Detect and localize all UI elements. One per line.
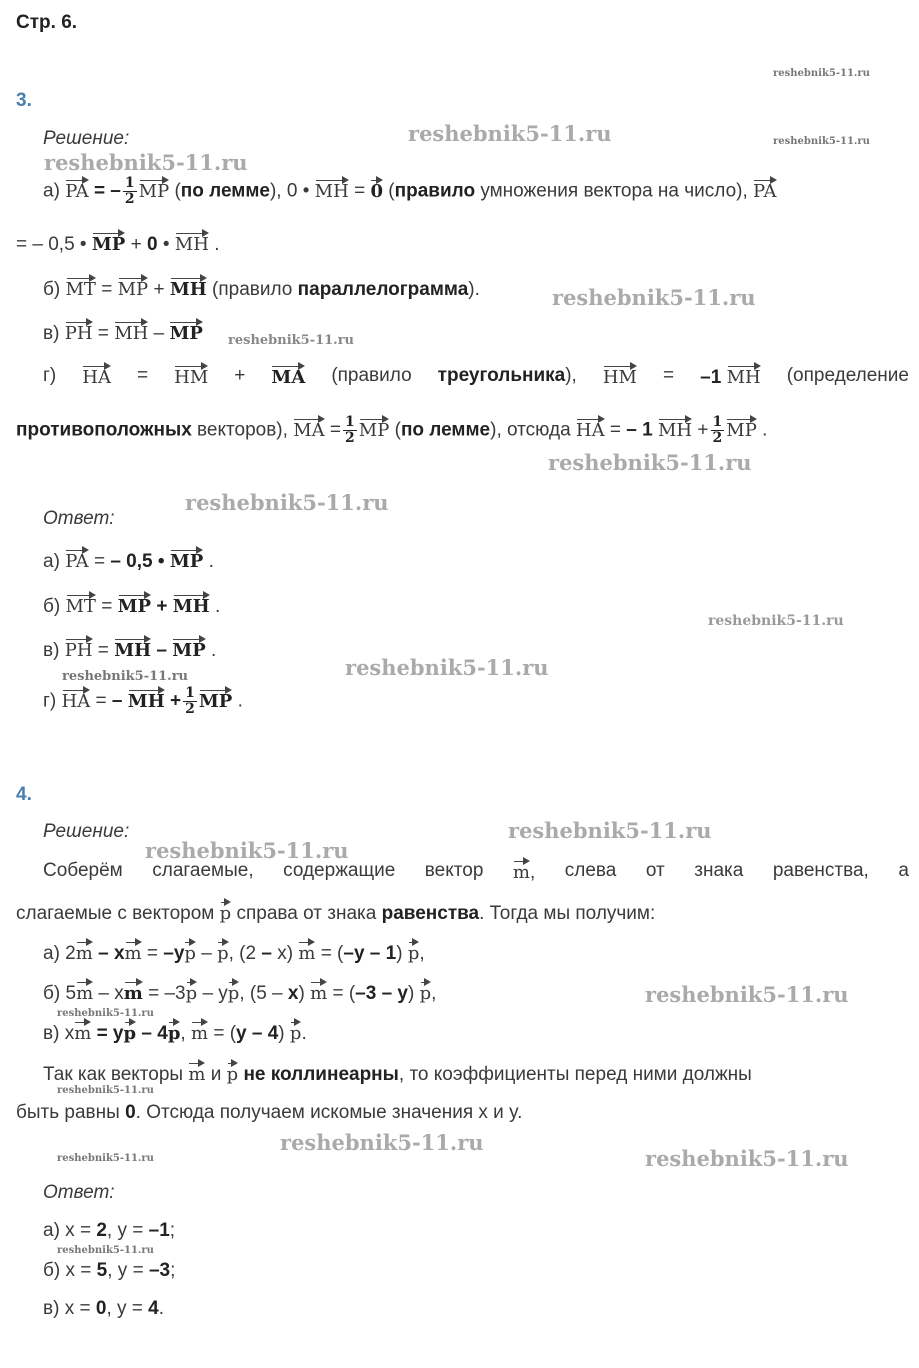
watermark: reshebnik5-11.ru xyxy=(57,1153,154,1164)
solution-line-a: а) PA = – $\frac{1}{2}$ MP (по лемме), 0 • MH = 0 (правило умножения вектора на число), PA xyxy=(43,175,777,207)
watermark: reshebnik5-11.ru xyxy=(57,1245,154,1256)
watermark: reshebnik5-11.ru xyxy=(552,285,756,310)
zero-vector: 0 xyxy=(370,180,383,202)
answer-label: Ответ: xyxy=(43,508,115,529)
fraction: $\frac{1}{2}$ xyxy=(185,685,195,717)
solution-line-a2: = – 0,5 • MP + 0 • MH . xyxy=(16,234,220,255)
watermark: reshebnik5-11.ru xyxy=(645,982,849,1007)
solution-line-b: б) MT = MP + MH (правило параллелограмма). xyxy=(43,279,480,300)
vector-pa: PA xyxy=(65,180,89,202)
answer-label: Ответ: xyxy=(43,1182,115,1203)
equation-b: б) 5m – xm = –3p – yp, (5 – x) m = (–3 – y) p, xyxy=(43,983,437,1004)
fraction: $\frac{1}{2}$ xyxy=(124,175,135,207)
answer-b: б) MT = MP + MH . xyxy=(43,596,221,617)
paragraph-2: слагаемые с вектором p справа от знака равенства. Тогда мы получим: xyxy=(16,903,656,924)
watermark: reshebnik5-11.ru xyxy=(645,1146,849,1171)
answer-item: б) x = 5, y = –3; xyxy=(43,1260,176,1281)
solution-line-g2: противоположных векторов), MA = $\frac{1}{2}$ MP (по лемме), отсюда HA = – 1 MH + $\frac{1}{2}$ MP . xyxy=(16,414,768,446)
vector-mp: MP xyxy=(91,234,126,255)
page-header: Стр. 6. xyxy=(16,12,78,33)
solution-line-g: г) HA = HM + MA (правило треугольника), HM = –1 MH (определение xyxy=(43,365,909,388)
paragraph-4: быть равны 0. Отсюда получаем искомые значения x и y. xyxy=(16,1102,523,1123)
paragraph-3: Так как векторы m и p не коллинеарны, то коэффициенты перед ними должны xyxy=(43,1064,752,1085)
watermark: reshebnik5-11.ru xyxy=(773,136,870,147)
equation-a: а) 2m – xm = –yp – p, (2 – x) m = (–y – 1) p, xyxy=(43,943,425,964)
watermark: reshebnik5-11.ru xyxy=(57,1085,154,1096)
task-number: 4. xyxy=(16,784,32,805)
vector-mh: MH xyxy=(314,180,349,202)
equation-v: в) xm = yp – 4p, m = (y – 4) p. xyxy=(43,1023,307,1044)
answer-item: а) x = 2, y = –1; xyxy=(43,1220,176,1241)
solution-label: Решение: xyxy=(43,821,130,842)
answer-g: г) HA = – MH + $\frac{1}{2}$ MP . xyxy=(43,685,243,717)
watermark: reshebnik5-11.ru xyxy=(708,613,844,629)
watermark: reshebnik5-11.ru xyxy=(228,333,355,348)
watermark: reshebnik5-11.ru xyxy=(548,450,752,475)
solution-label: Решение: xyxy=(43,128,130,149)
watermark: reshebnik5-11.ru xyxy=(57,1008,154,1019)
vector-pa: PA xyxy=(753,180,777,202)
fraction: $\frac{1}{2}$ xyxy=(712,414,723,446)
watermark: reshebnik5-11.ru xyxy=(145,838,349,863)
answer-item: в) x = 0, y = 4. xyxy=(43,1298,165,1319)
watermark: reshebnik5-11.ru xyxy=(345,655,549,680)
solution-line-v: в) PH = MH – MP xyxy=(43,323,203,344)
watermark: reshebnik5-11.ru xyxy=(508,818,712,843)
vector-mp: MP xyxy=(138,180,170,202)
watermark: reshebnik5-11.ru xyxy=(44,150,248,175)
fraction: $\frac{1}{2}$ xyxy=(345,414,355,446)
task-number: 3. xyxy=(16,90,32,111)
watermark: reshebnik5-11.ru xyxy=(408,121,612,146)
answer-a: а) PA = – 0,5 • MP . xyxy=(43,551,214,572)
paragraph-1: Соберём слагаемые, содержащие вектор m, слева от знака равенства, а xyxy=(43,860,909,883)
answer-v: в) PH = MH – MP . xyxy=(43,640,217,661)
watermark: reshebnik5-11.ru xyxy=(62,669,189,684)
watermark: reshebnik5-11.ru xyxy=(280,1130,484,1155)
watermark: reshebnik5-11.ru xyxy=(185,490,389,515)
vector-mh: MH xyxy=(174,234,209,255)
watermark: reshebnik5-11.ru xyxy=(773,68,870,79)
